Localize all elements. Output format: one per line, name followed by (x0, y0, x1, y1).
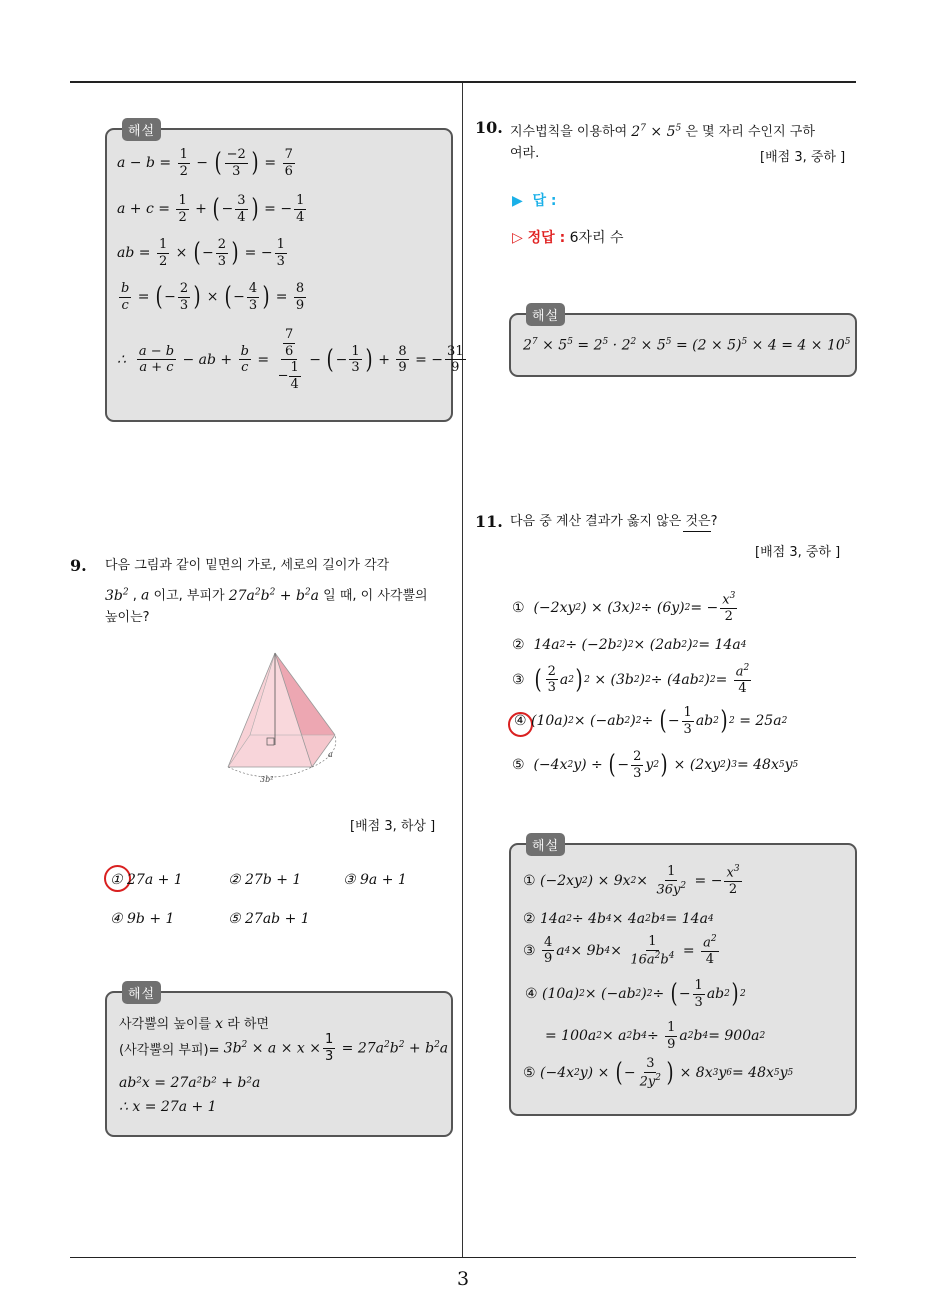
q9-text-line3: 높이는? (105, 610, 150, 625)
q9-text-line1: 다음 그림과 같이 밑면의 가로, 세로의 길이가 각각 (105, 558, 390, 573)
q10-solution: $2^7 \times 5^5 = 2^5 \cdot 2^2 \times 5^5 = (2 \times 5)^5 \times 4 = 4 \times 10^5$ (523, 337, 851, 354)
base-label: 3b² (260, 775, 274, 784)
q11-sol-3: ③ $\frac{4}{9}$ a 4 × 9b 4 × $\frac{1}{16a^2b^4}$ = $\frac{a^2}{4}$ (523, 934, 717, 967)
column-divider (462, 83, 463, 1258)
q11-text: 다음 중 계산 결과가 옳지 않은 것은? (510, 514, 718, 529)
q11-sol-2: ② 14a 2 ÷ 4b 4 × 4a 2 b 4 = 14a 4 (523, 911, 714, 927)
q11-choice-1[interactable]: ① (−2xy 2 ) × (3x) 2 ÷ (6y) 2 = − $\frac{x^3}{2}$ (512, 591, 736, 624)
q9-text-line2: $3b^2$ , a 이고, 부피가 $27a^2b^2 + b^2a$ 일 때, 이 사각뿔의 (105, 587, 428, 604)
q9-choice-5[interactable]: ⑤ 27ab + 1 (228, 911, 310, 927)
eq-a-minus-b: a − b = $\frac{1}{2}$ − ( $\frac{-2}{3}$ ) = $\frac{7}{6}$ (117, 147, 293, 179)
q9-sol-line3: ab²x = 27a²b² + b²a (119, 1075, 261, 1091)
page-number: 3 (456, 1268, 470, 1290)
q11-sol-4b: = 100a 2 × a 2 b 4 ÷ $\frac{1}{9}$ a 2 b 4 = 900a 2 (545, 1020, 766, 1052)
eq-b-over-c: $\frac{b}{c}$ = ( − $\frac{2}{3}$ ) × ( − $\frac{4}{3}$ ) = $\frac{8}{9}$ (121, 281, 305, 313)
q9-number: 9. (70, 556, 87, 575)
q10-score: [배점 3, 중하 ] (760, 150, 846, 165)
solution-box-q8 (105, 124, 464, 422)
solution-tag: 해설 (122, 118, 161, 141)
q11-choice-3[interactable]: ③ ( $\frac{2}{3}$ a 2 ) 2 × (3b 2 ) 2 ÷ (4ab 2 ) 2 = $\frac{a^2}{4}$ (512, 663, 750, 696)
q9-sol-line4: ∴ x = 27a + 1 (119, 1099, 217, 1115)
q9-choice-2[interactable]: ② 27b + 1 (228, 872, 302, 888)
q10-answer-label: ▶ 답 : (512, 193, 557, 209)
q9-score: [배점 3, 하상 ] (350, 819, 436, 834)
q11-choice-4[interactable]: ④ (10a) 2 × (−ab 2 ) 2 ÷ ( − $\frac{1}{3}$ ab 2 ) 2 = 25a 2 (514, 705, 788, 737)
q11-score: [배점 3, 중하 ] (755, 545, 841, 560)
q11-choice-5[interactable]: ⑤ (−4x 2 y) ÷ ( − $\frac{2}{3}$ y 2 ) × (2xy 2 ) 3 = 48x 5 y 5 (512, 749, 799, 781)
q10-correct-row (512, 227, 624, 247)
eq-therefore: ∴ $\frac{a - b}{a + c}$ − ab + $\frac{b}{c}$ = $\frac{7}{6}$ − $\frac{1}{4}$ − ( − $\frac{1}{3}$ ) + $\frac{8}{9}$ = − $\frac{31}{9}$ (117, 327, 464, 392)
q9-choice-3[interactable]: ③ 9a + 1 (343, 872, 407, 888)
q9-choice-4[interactable]: ④ 9b + 1 (110, 911, 175, 927)
q11-number: 11. (475, 512, 503, 531)
q10-number: 10. (475, 118, 503, 137)
q9-choice-1[interactable]: ① 27a + 1 (110, 872, 183, 888)
solution-tag: 해설 (526, 833, 565, 856)
solution-box-q11 (509, 839, 857, 1116)
q10-text-line1: 지수법칙을 이용하여 $2^7 \times 5^5$ 은 몇 자리 수인지 구하 (510, 123, 815, 140)
q11-sol-1: ① (−2xy 2 ) × 9x 2 × $\frac{1}{36y^2}$ = − $\frac{x^3}{2}$ (523, 864, 740, 897)
q10-correct-value: 6자리 수 (569, 230, 624, 246)
solution-box-q10 (509, 309, 857, 377)
q9-sol-line1: 사각뿔의 높이를 x 라 하면 (119, 1016, 270, 1032)
eq-ab: ab = $\frac{1}{2}$ × ( − $\frac{2}{3}$ ) = − $\frac{1}{3}$ (117, 237, 285, 269)
solution-tag: 해설 (122, 981, 161, 1004)
eq-a-plus-c: a + c = $\frac{1}{2}$ + ( − $\frac{3}{4}$ ) = − $\frac{1}{4}$ (117, 193, 305, 225)
q11-underline (683, 531, 711, 532)
q11-sol-5: ⑤ (−4x 2 y) × ( − $\frac{3}{2y^2}$ ) × 8x 3 y 6 = 48x 5 y 5 (523, 1056, 794, 1089)
q11-sol-4: ④ (10a) 2 × (−ab 2 ) 2 ÷ ( − $\frac{1}{3}$ ab 2 ) 2 (525, 978, 746, 1010)
bottom-rule (70, 1257, 856, 1258)
pyramid-figure (220, 645, 345, 785)
solution-tag: 해설 (526, 303, 565, 326)
top-rule (70, 81, 856, 83)
side-label: a (328, 750, 333, 759)
q10-correct-label: ▷ 정답 : (512, 230, 566, 246)
q10-text-line2: 여라. (510, 146, 540, 161)
solution-box-q9 (105, 987, 453, 1137)
q9-sol-line2: (사각뿔의 부피)= $3b^2 \times a \times x$ × $\frac{1}{3}$ = $27a^2b^2 + b^2a$ (119, 1032, 449, 1064)
q11-choice-2[interactable]: ② 14a 2 ÷ (−2b 2 ) 2 × (2ab 2 ) 2 = 14a 4 (512, 637, 747, 653)
